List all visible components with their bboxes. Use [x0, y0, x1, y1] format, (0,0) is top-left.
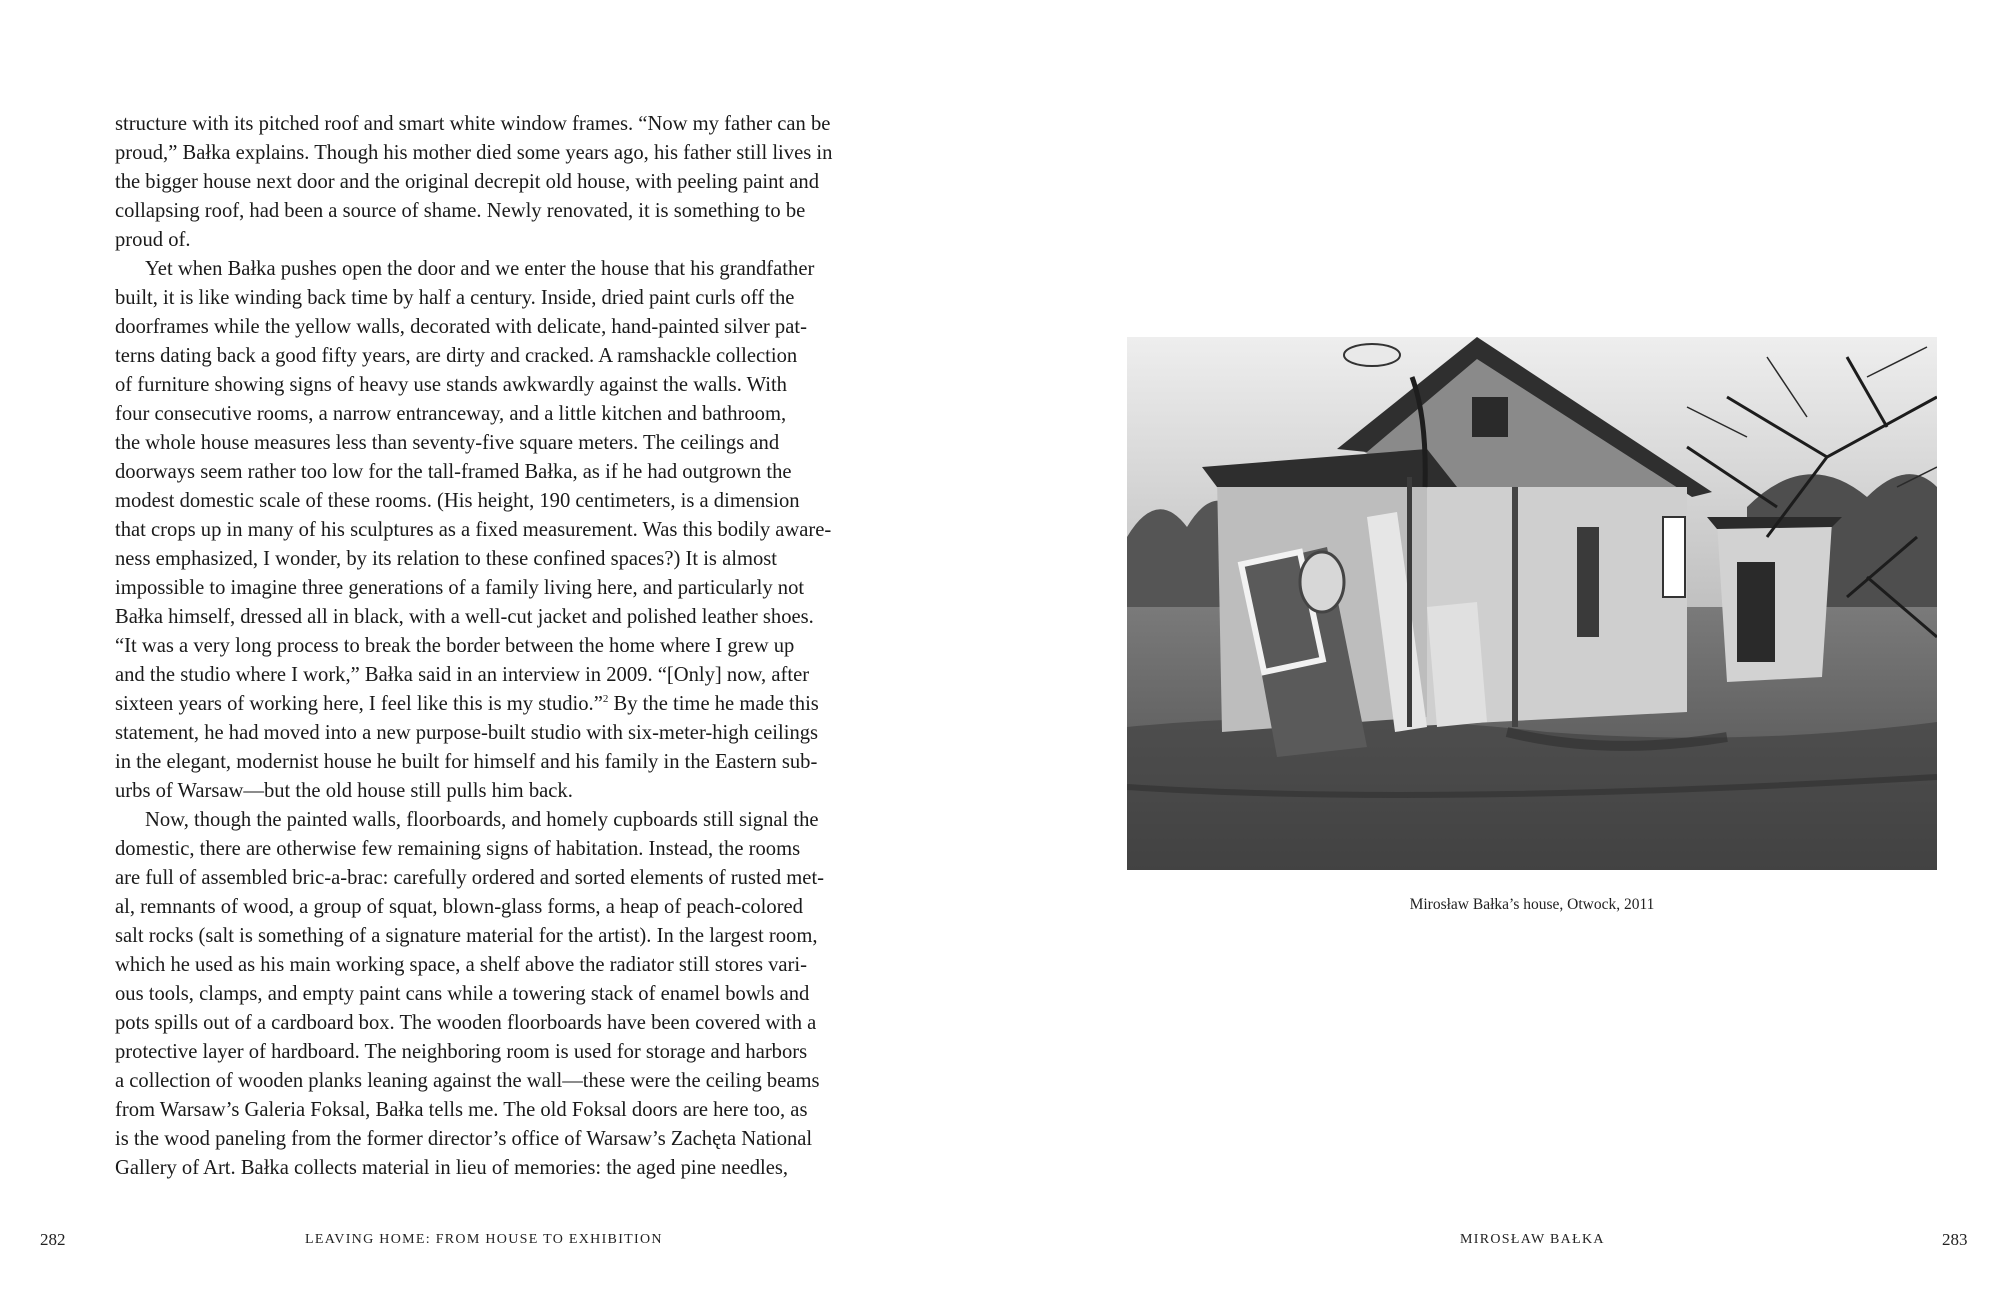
text-line: impossible to imagine three generations of a family living here, and particularly not: [115, 577, 805, 599]
text-line: is the wood paneling from the former director’s office of Warsaw’s Zachęta National: [115, 1128, 813, 1150]
page-number-right: 283: [1942, 1230, 1968, 1249]
text-line: Bałka himself, dressed all in black, with a well-cut jacket and polished leather shoes.: [115, 606, 814, 628]
text-line: of furniture showing signs of heavy use stands awkwardly against the walls. With: [115, 374, 787, 396]
text-line: Yet when Bałka pushes open the door and we enter the house that his grandfather: [145, 258, 815, 280]
text-segment: sixteen years of working here, I feel like this is my studio.”: [115, 693, 603, 715]
text-line: statement, he had moved into a new purpose-built studio with six-meter-high ceilings: [115, 722, 819, 744]
house-photograph-illustration: [1127, 337, 1937, 870]
running-head-right: MIROSŁAW BAŁKA: [1460, 1232, 1605, 1247]
body-text: [115, 110, 855, 1183]
text-line: pots spills out of a cardboard box. The wooden floorboards have been covered with a: [115, 1012, 817, 1034]
text-line: ous tools, clamps, and empty paint cans while a towering stack of enamel bowls and: [115, 983, 810, 1005]
text-line: [115, 690, 855, 719]
text-line: Now, though the painted walls, floorboards, and homely cupboards still signal the: [145, 809, 819, 831]
text-line: in the elegant, modernist house he built for himself and his family in the Eastern sub-: [115, 751, 818, 773]
text-line: are full of assembled bric-a-brac: carefully ordered and sorted elements of rusted met-: [115, 867, 825, 889]
text-line: “It was a very long process to break the border between the home where I grew up: [115, 635, 795, 657]
text-line: domestic, there are otherwise few remaining signs of habitation. Instead, the rooms: [115, 838, 801, 860]
text-line: a collection of wooden planks leaning against the wall—these were the ceiling beams: [115, 1070, 820, 1092]
text-line: protective layer of hardboard. The neighboring room is used for storage and harbors: [115, 1041, 808, 1063]
text-line: structure with its pitched roof and smart white window frames. “Now my father can be: [115, 113, 831, 135]
text-line: which he used as his main working space, a shelf above the radiator still stores vari-: [115, 954, 807, 976]
text-line: doorframes while the yellow walls, decorated with delicate, hand-painted silver pat-: [115, 316, 807, 338]
running-head-left: LEAVING HOME: FROM HOUSE TO EXHIBITION: [305, 1232, 663, 1247]
text-line: urbs of Warsaw—but the old house still pulls him back.: [115, 780, 573, 802]
text-line: proud of.: [115, 229, 191, 251]
text-line: ness emphasized, I wonder, by its relation to these confined spaces?) It is almost: [115, 548, 777, 570]
text-line: salt rocks (salt is something of a signature material for the artist). In the largest room,: [115, 925, 818, 947]
page-number-left: 282: [40, 1230, 66, 1249]
text-line: that crops up in many of his sculptures as a fixed measurement. Was this bodily aware-: [115, 519, 832, 541]
text-line: the whole house measures less than seventy-five square meters. The ceilings and: [115, 432, 780, 454]
footnote-reference[interactable]: 2: [602, 693, 609, 706]
text-line: terns dating back a good fifty years, are dirty and cracked. A ramshackle collection: [115, 345, 798, 367]
text-segment: By the time he made this: [608, 693, 819, 715]
text-line: from Warsaw’s Galeria Foksal, Bałka tells me. The old Foksal doors are here too, as: [115, 1099, 808, 1121]
text-line: four consecutive rooms, a narrow entranceway, and a little kitchen and bathroom,: [115, 403, 787, 425]
text-line: collapsing roof, had been a source of shame. Newly renovated, it is something to be: [115, 200, 806, 222]
house-photograph: [1127, 337, 1937, 870]
photo-caption: Mirosław Bałka’s house, Otwock, 2011: [1409, 896, 1655, 913]
text-line: and the studio where I work,” Bałka said in an interview in 2009. “[Only] now, after: [115, 664, 810, 686]
text-line: Gallery of Art. Bałka collects material in lieu of memories: the aged pine needles,: [115, 1157, 789, 1179]
text-line: built, it is like winding back time by half a century. Inside, dried paint curls off the: [115, 287, 795, 309]
text-line: al, remnants of wood, a group of squat, blown-glass forms, a heap of peach-colored: [115, 896, 803, 918]
text-line: the bigger house next door and the original decrepit old house, with peeling paint and: [115, 171, 820, 193]
text-line: modest domestic scale of these rooms. (His height, 190 centimeters, is a dimension: [115, 490, 800, 512]
text-line: doorways seem rather too low for the tall-framed Bałka, as if he had outgrown the: [115, 461, 792, 483]
text-line: proud,” Bałka explains. Though his mother died some years ago, his father still lives in: [115, 142, 833, 164]
